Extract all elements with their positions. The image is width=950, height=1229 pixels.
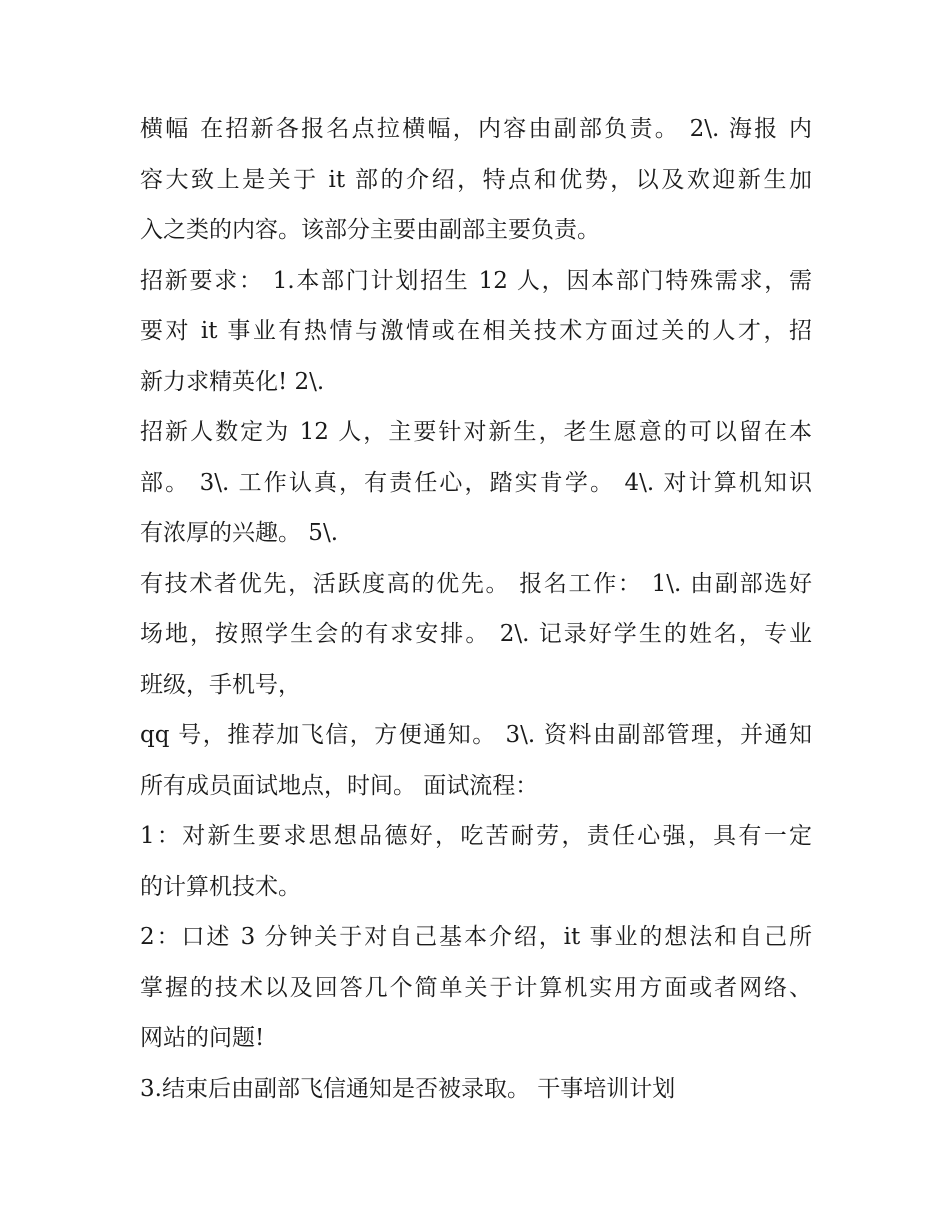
text-line: 新力求精英化! 2\.	[140, 368, 325, 395]
text-line: 场地，按照学生会的有求安排。 2\. 记录好学生的姓名，专业	[140, 621, 812, 647]
text-line: 1：对新生要求思想品德好，吃苦耐劳，责任心强，具有一定	[140, 823, 812, 849]
text-line: 招新人数定为 12 人，主要针对新生，老生愿意的可以留在本	[140, 419, 812, 445]
text-line: 所有成员面试地点，时间。 面试流程：	[140, 772, 539, 799]
text-line: 有技术者优先，活跃度高的优先。 报名工作： 1\. 由副部选好	[140, 570, 812, 597]
text-line: 有浓厚的兴趣。 5\.	[140, 520, 339, 546]
text-line: 班级，手机号，	[140, 671, 301, 698]
text-line: 3.结束后由副部飞信通知是否被录取。 干事培训计划	[140, 1075, 676, 1102]
text-line: 2：口述 3 分钟关于对自己基本介绍，it 事业的想法和自己所	[140, 924, 812, 950]
text-line: 招新要求： 1.本部门计划招生 12 人，因本部门特殊需求，需	[140, 267, 812, 294]
text-line: 网站的问题!	[140, 1025, 265, 1051]
text-line: 入之类的内容。该部分主要由副部主要负责。	[140, 217, 600, 243]
text-line: 部。 3\. 工作认真，有责任心，踏实肯学。 4\. 对计算机知识	[140, 469, 812, 496]
text-line: 要对 it 事业有热情与激情或在相关技术方面过关的人才，招	[140, 318, 812, 344]
document-body	[140, 104, 812, 1114]
text-line: 容大致上是关于 it 部的介绍，特点和优势，以及欢迎新生加	[140, 166, 812, 193]
text-line: 横幅 在招新各报名点拉横幅，内容由副部负责。 2\. 海报 内	[140, 116, 812, 142]
text-line: 的计算机技术。	[140, 873, 301, 900]
text-line: qq 号，推荐加飞信，方便通知。 3\. 资料由副部管理，并通知	[140, 722, 812, 748]
text-line: 掌握的技术以及回答几个简单关于计算机实用方面或者网络、	[140, 974, 812, 1001]
